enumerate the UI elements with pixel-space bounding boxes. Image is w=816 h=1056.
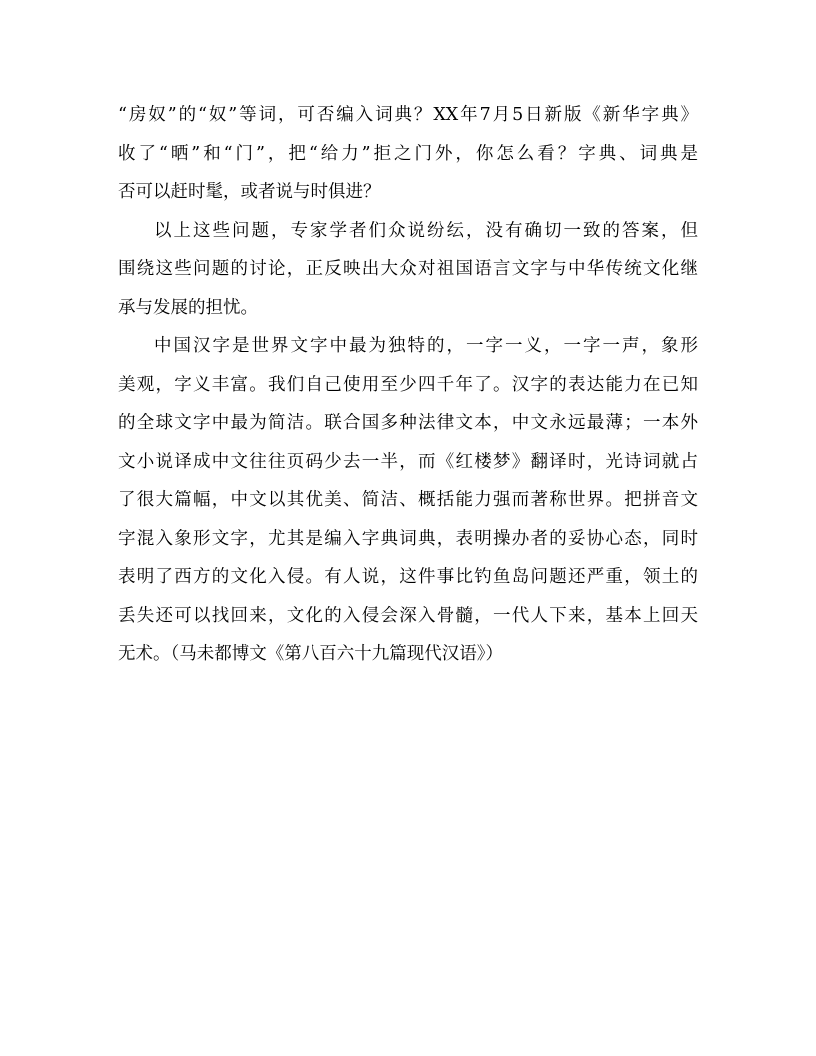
text-line: 美观，字义丰富。我们自己使用至少四千年了。汉字的表达能力在已知 xyxy=(118,374,698,395)
text-line: 否可以赶时髦，或者说与时俱进？ xyxy=(118,182,381,202)
text-line: “房奴”的“奴”等词，可否编入词典？XX年7月5日新版《新华字典》 xyxy=(118,105,698,125)
text-line: 表明了西方的文化入侵。有人说，这件事比钓鱼岛问题还严重，领土的 xyxy=(118,567,698,587)
text-line: 的全球文字中最为简洁。联合国多种法律文本，中文永远最薄；一本外 xyxy=(118,413,698,433)
paragraph-1 xyxy=(118,96,698,212)
text-line: 围绕这些问题的讨论，正反映出大众对祖国语言文字与中华传统文化继 xyxy=(118,259,698,279)
text-line: 丢失还可以找回来，文化的入侵会深入骨髓，一代人下来，基本上回天 xyxy=(118,605,698,626)
document-body xyxy=(118,96,698,674)
text-line: 了很大篇幅，中文以其优美、简洁、概括能力强而著称世界。把拼音文 xyxy=(118,490,698,510)
text-line: 无术。（马未都博文《第八百六十九篇现代汉语》） xyxy=(118,644,503,664)
paragraph-3 xyxy=(118,327,698,674)
paragraph-2 xyxy=(118,212,698,328)
text-line: 文小说译成中文往往页码少去一半，而《红楼梦》翻译时，光诗词就占 xyxy=(118,451,698,472)
text-line: 以上这些问题，专家学者们众说纷纭，没有确切一致的答案，但 xyxy=(154,220,698,241)
text-line: 承与发展的担忧。 xyxy=(118,297,258,318)
text-line: 中国汉字是世界文字中最为独特的，一字一义，一字一声，象形 xyxy=(154,336,698,356)
text-line: 字混入象形文字，尤其是编入字典词典，表明操办者的妥协心态，同时 xyxy=(118,528,698,549)
text-line: 收了“晒”和“门”，把“给力”拒之门外，你怎么看？字典、词典是 xyxy=(118,143,698,164)
